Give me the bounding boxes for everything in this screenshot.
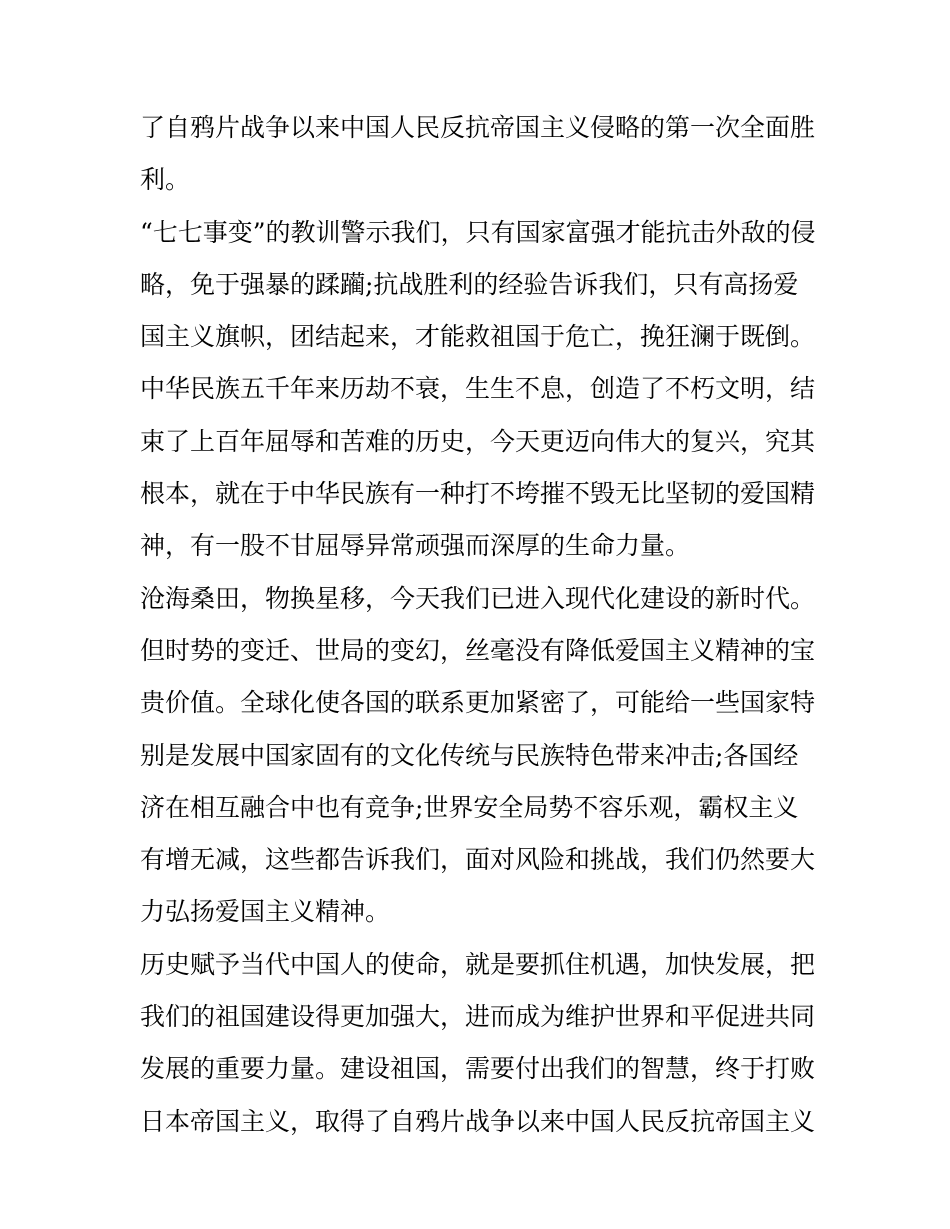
text-line: 发展的重要力量。建设祖国，需要付出我们的智慧，终于打败 — [140, 1054, 816, 1084]
text-line: 有增无减，这些都告诉我们，面对风险和挑战，我们仍然要大 — [140, 845, 816, 875]
text-line: 贵价值。全球化使各国的联系更加紧密了，可能给一些国家特 — [140, 688, 816, 718]
text-line: 了自鸦片战争以来中国人民反抗帝国主义侵略的第一次全面胜 — [140, 113, 816, 142]
text-line: 济在相互融合中也有竞争;世界安全局势不容乐观，霸权主义 — [140, 792, 799, 822]
text-line: 力弘扬爱国主义精神。 — [140, 897, 391, 927]
text-line: 我们的祖国建设得更加强大，进而成为维护世界和平促进共同 — [140, 1002, 816, 1032]
text-line: 利。 — [140, 165, 191, 195]
text-line: 束了上百年屈辱和苦难的历史，今天更迈向伟大的复兴，究其 — [140, 426, 816, 456]
text-line: 中华民族五千年来历劫不衰，生生不息，创造了不朽文明，结 — [140, 374, 816, 404]
text-line: 别是发展中国家固有的文化传统与民族特色带来冲击;各国经 — [140, 740, 799, 770]
text-line: 国主义旗帜，团结起来，才能救祖国于危亡，挽狂澜于既倒。 — [140, 322, 816, 352]
text-line: 历史赋予当代中国人的使命，就是要抓住机遇，加快发展，把 — [140, 949, 816, 979]
text-line: “七七事变”的教训警示我们，只有国家富强才能抗击外敌的侵 — [140, 217, 816, 247]
text-line: 根本，就在于中华民族有一种打不垮摧不毁无比坚韧的爱国精 — [140, 479, 816, 509]
text-line: 但时势的变迁、世局的变幻，丝毫没有降低爱国主义精神的宝 — [140, 635, 816, 665]
text-line: 略，免于强暴的蹂躏;抗战胜利的经验告诉我们，只有高扬爱 — [140, 269, 799, 299]
document-body — [140, 106, 830, 1152]
text-line: 神，有一股不甘屈辱异常顽强而深厚的生命力量。 — [140, 531, 691, 561]
text-line: 日本帝国主义，取得了自鸦片战争以来中国人民反抗帝国主义 — [140, 1106, 816, 1136]
text-line: 沧海桑田，物换星移，今天我们已进入现代化建设的新时代。 — [140, 583, 816, 613]
